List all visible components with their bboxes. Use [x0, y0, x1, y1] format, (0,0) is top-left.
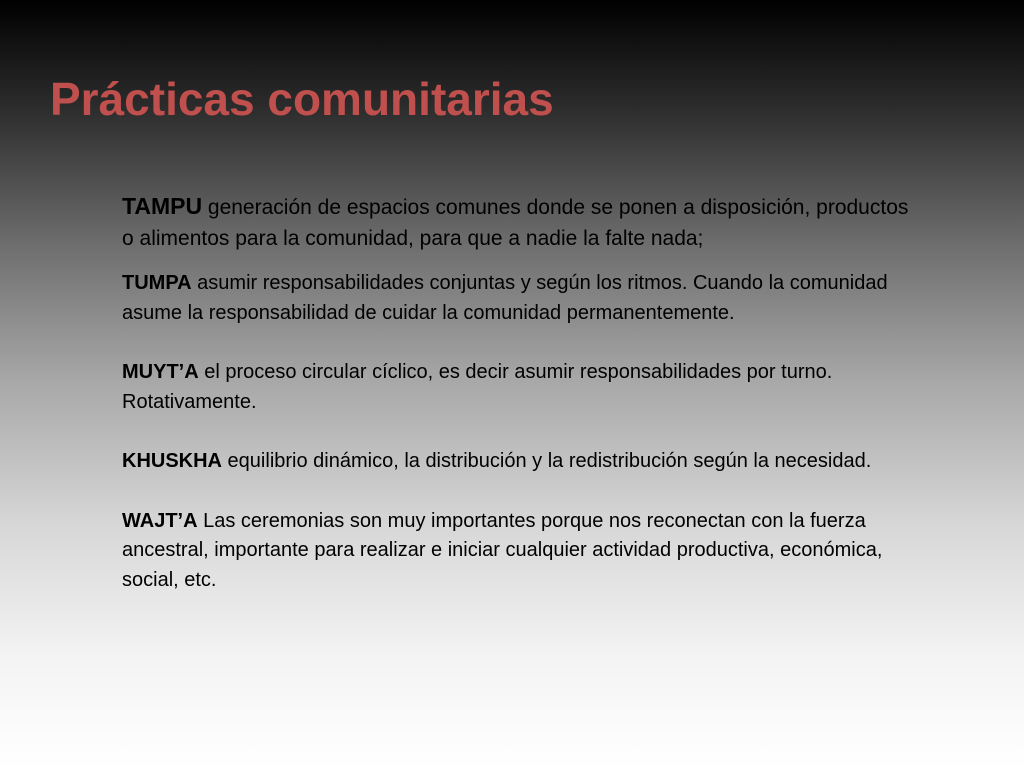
practice-term: KHUSKHA	[122, 450, 222, 472]
practice-item-wajta	[122, 507, 922, 596]
practice-item-tumpa	[122, 269, 922, 328]
practice-term: WAJT’A	[122, 509, 198, 532]
practice-description: generación de espacios comunes donde se ponen a disposición, productos o alimentos para la comunidad, para que a nadie la falte nada;	[122, 196, 909, 250]
slide-title: Prácticas comunitarias	[50, 73, 554, 125]
practice-description: asumir responsabilidades conjuntas y según los ritmos. Cuando la comunidad asume la responsabilidad de cuidar la comunidad permanentemente.	[122, 272, 888, 324]
practice-description: Las ceremonias son muy importantes porque nos reconectan con la fuerza ancestral, importante para realizar e iniciar cualquier actividad productiva, económica, social, etc.	[122, 509, 883, 591]
practice-item-khuskha	[122, 447, 922, 477]
practice-description: el proceso circular cíclico, es decir asumir responsabilidades por turno. Rotativamente.	[122, 361, 833, 413]
practice-item-tampu	[122, 191, 922, 254]
practice-term: MUYT’A	[122, 361, 199, 383]
practice-item-muyta	[122, 358, 922, 417]
slide-body	[122, 191, 922, 595]
practice-term: TUMPA	[122, 272, 192, 294]
practice-description: equilibrio dinámico, la distribución y la redistribución según la necesidad.	[222, 450, 872, 472]
practice-term: TAMPU	[122, 193, 203, 219]
